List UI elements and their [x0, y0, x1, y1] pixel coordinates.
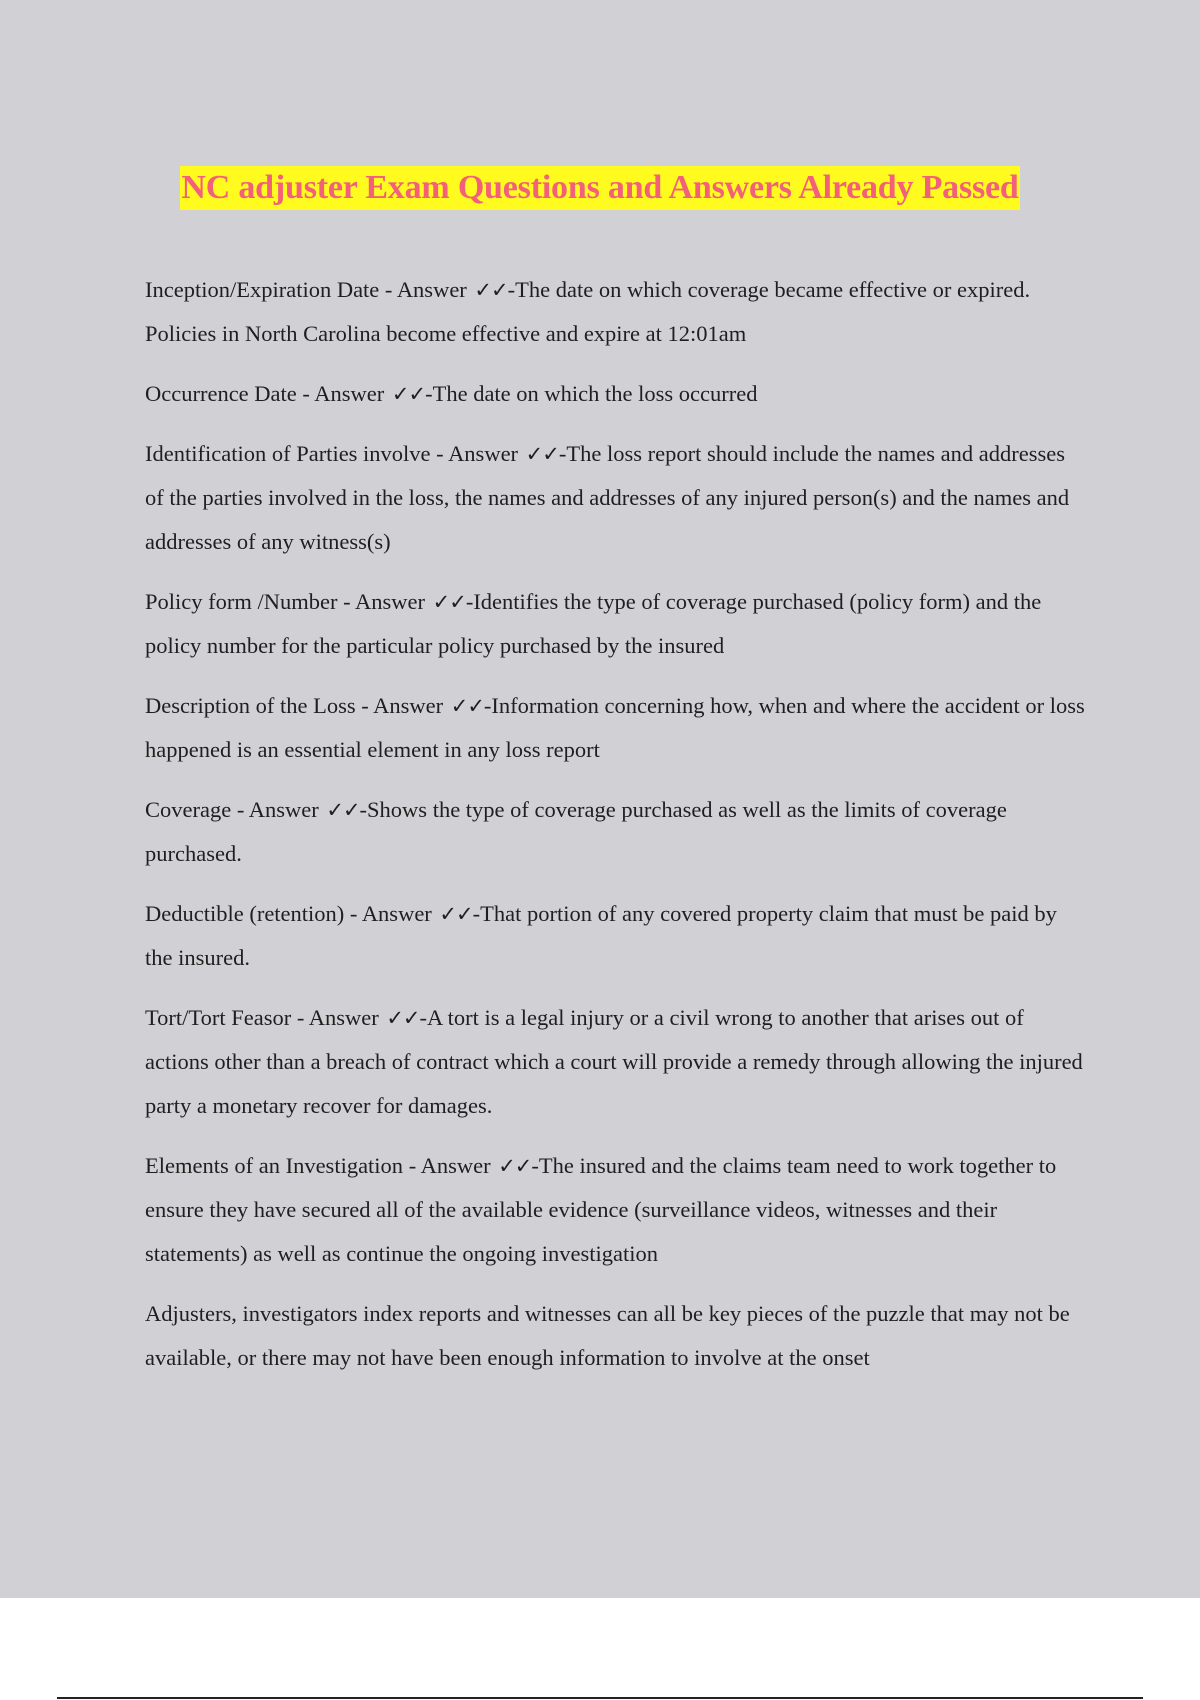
answer-label: Answer	[355, 589, 425, 614]
qa-entry: Policy form /Number - Answer ✓✓-Identifies the type of coverage purchased (policy form) and the policy number for the particular policy purchased by the insured	[145, 589, 1042, 658]
qa-entry: Tort/Tort Feasor - Answer ✓✓-A tort is a legal injury or a civil wrong to another that arises out of actions other than a breach of contract which a court will provide a remedy through allowing the injured party a monetary recover for damages.	[145, 1005, 1083, 1118]
double-check-icon: ✓✓	[386, 1006, 420, 1030]
entry-definition: That portion of any covered property claim that must be paid by the insured.	[145, 901, 1057, 970]
entry-term: Inception/Expiration Date	[145, 277, 380, 302]
qa-entry: Description of the Loss - Answer ✓✓-Information concerning how, when and where the accident or loss happened is an essential element in any loss report	[145, 693, 1085, 762]
answer-label: Answer	[314, 381, 385, 406]
answer-label: Answer	[373, 693, 444, 718]
answer-label: Answer	[361, 901, 432, 926]
entry-term: Identification of Parties involve	[145, 441, 431, 466]
document-title: NC adjuster Exam Questions and Answers Already Passed	[180, 166, 1019, 210]
closing-paragraph: Adjusters, investigators index reports and witnesses can all be key pieces of the puzzle that may not be available, or there may not have been enough information to involve at the onset	[145, 1301, 1070, 1370]
entry-term: Tort/Tort Feasor	[145, 1005, 292, 1030]
double-check-icon: ✓✓	[432, 590, 466, 614]
entries-container	[145, 268, 1085, 1276]
double-check-icon: ✓✓	[450, 694, 484, 718]
double-check-icon: ✓✓	[439, 902, 473, 926]
entry-term: Elements of an Investigation	[145, 1153, 404, 1178]
answer-label: Answer	[420, 1153, 491, 1178]
answer-label: Answer	[248, 797, 319, 822]
entry-definition: Shows the type of coverage purchased as well as the limits of coverage purchased.	[145, 797, 1007, 866]
qa-entry: Elements of an Investigation - Answer ✓✓-The insured and the claims team need to work together to ensure they have secured all of the available evidence (surveillance videos, witnesses and their statements) as well as continue the ongoing investigation	[145, 1153, 1057, 1266]
entry-term: Policy form /Number	[145, 589, 338, 614]
qa-entry: Identification of Parties involve - Answer ✓✓-The loss report should include the names and addresses of the parties involved in the loss, the names and addresses of any injured person(s) and the names and addresses of any witness(s)	[145, 441, 1070, 554]
entry-definition: The loss report should include the names and addresses of the parties involved in the loss, the names and addresses of any injured person(s) and the names and addresses of any witness(s)	[145, 441, 1070, 554]
entry-term: Description of the Loss	[145, 693, 356, 718]
double-check-icon: ✓✓	[474, 278, 508, 302]
qa-entry: Coverage - Answer ✓✓-Shows the type of coverage purchased as well as the limits of coverage purchased.	[145, 797, 1007, 866]
entry-definition: The date on which the loss occurred	[432, 381, 758, 406]
entry-definition: A tort is a legal injury or a civil wrong to another that arises out of actions other than a breach of contract which a court will provide a remedy through allowing the injured party a monetary recover for damages.	[145, 1005, 1083, 1118]
title-container	[0, 166, 1200, 210]
qa-entry: Occurrence Date - Answer ✓✓-The date on which the loss occurred	[145, 381, 758, 406]
double-check-icon: ✓✓	[326, 798, 360, 822]
qa-entry: Inception/Expiration Date - Answer ✓✓-The date on which coverage became effective or expired. Policies in North Carolina become effective and expire at 12:01am	[145, 277, 1031, 346]
qa-list	[145, 268, 1085, 1396]
answer-label: Answer	[396, 277, 467, 302]
double-check-icon: ✓✓	[525, 442, 559, 466]
answer-label: Answer	[448, 441, 519, 466]
footer-divider	[57, 1697, 1143, 1699]
qa-entry: Deductible (retention) - Answer ✓✓-That portion of any covered property claim that must be paid by the insured.	[145, 901, 1057, 970]
answer-label: Answer	[308, 1005, 379, 1030]
entry-term: Occurrence Date	[145, 381, 297, 406]
entry-definition: The insured and the claims team need to work together to ensure they have secured all of the available evidence (surveillance videos, witnesses and their statements) as well as continue the ongoing investigation	[145, 1153, 1057, 1266]
entry-term: Coverage	[145, 797, 232, 822]
entry-term: Deductible (retention)	[145, 901, 345, 926]
double-check-icon: ✓✓	[498, 1154, 532, 1178]
entry-definition: Information concerning how, when and where the accident or loss happened is an essential element in any loss report	[145, 693, 1085, 762]
entry-definition: Identifies the type of coverage purchased (policy form) and the policy number for the particular policy purchased by the insured	[145, 589, 1042, 658]
page-footer	[0, 1598, 1200, 1700]
entry-definition: The date on which coverage became effective or expired. Policies in North Carolina become effective and expire at 12:01am	[145, 277, 1031, 346]
double-check-icon: ✓✓	[391, 382, 426, 406]
